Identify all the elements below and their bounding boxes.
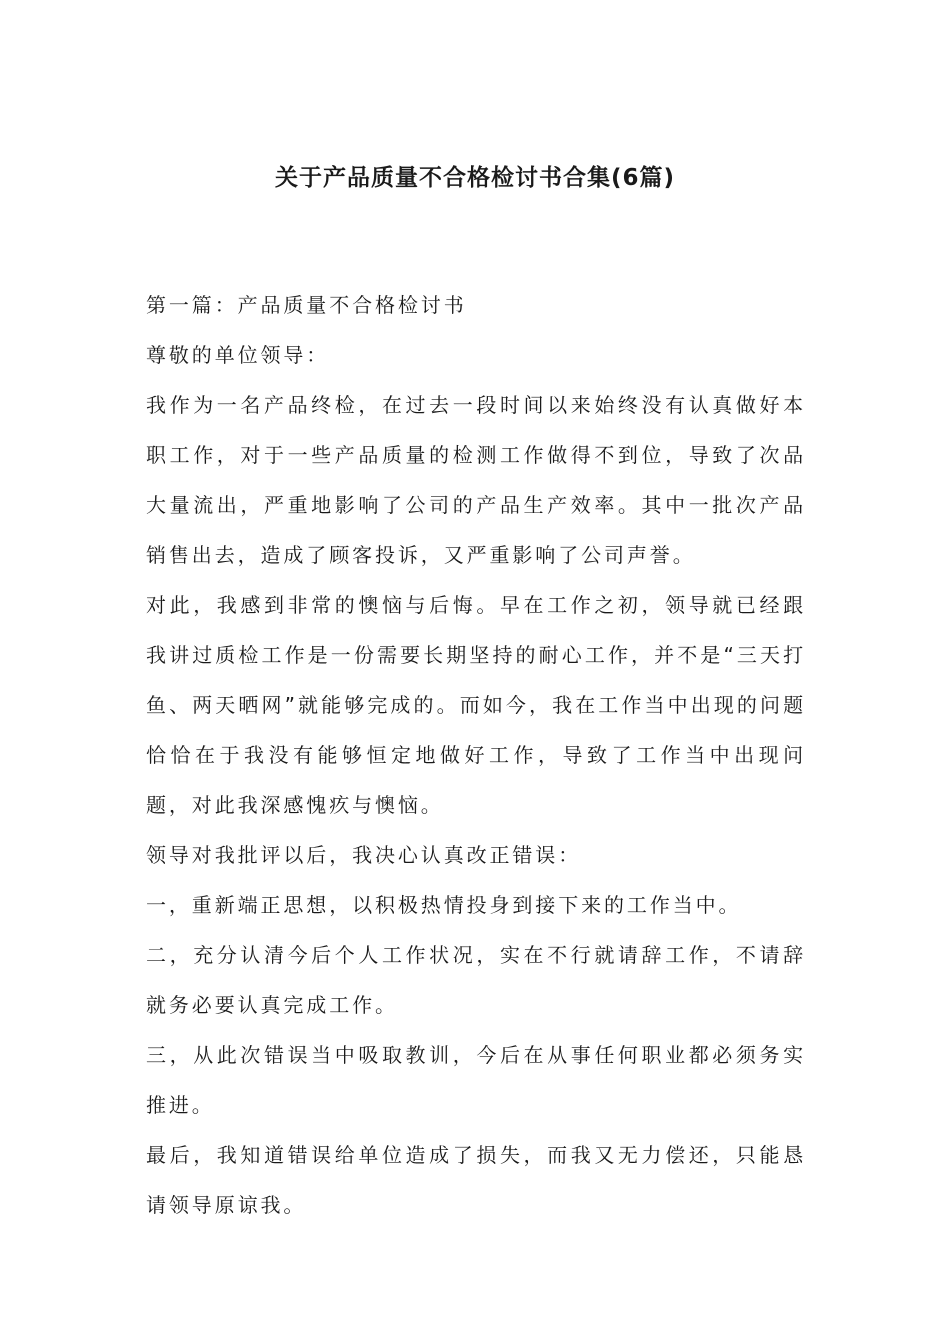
section-heading: 第一篇：产品质量不合格检讨书 [146, 293, 467, 317]
document-title: 关于产品质量不合格检讨书合集(6篇) [274, 165, 676, 191]
list-item: 一，重新端正思想，以积极热情投身到接下来的工作当中。 [146, 893, 742, 917]
list-item: 二，充分认清今后个人工作状况，实在不行就请辞工作，不请辞就务必要认真完成工作。 [146, 943, 806, 1017]
body-paragraph: 领导对我批评以后，我决心认真改正错误： [146, 843, 582, 867]
document-body [146, 280, 806, 1230]
closing-paragraph: 最后，我知道错误给单位造成了损失，而我又无力偿还，只能恳请领导原谅我。 [146, 1143, 806, 1217]
body-paragraph: 对此，我感到非常的懊恼与后悔。早在工作之初，领导就已经跟我讲过质检工作是一份需要长期坚持的耐心工作，并不是“三天打鱼、两天晒网”就能够完成的。而如今，我在工作当中出现的问题恰恰在于我没有能够恒定地做好工作，导致了工作当中出现问题，对此我深感愧疚与懊恼。 [146, 593, 806, 817]
salutation: 尊敬的单位领导： [146, 343, 330, 367]
list-item: 三，从此次错误当中吸取教训，今后在从事任何职业都必须务实推进。 [146, 1043, 806, 1117]
body-paragraph: 我作为一名产品终检，在过去一段时间以来始终没有认真做好本职工作，对于一些产品质量的检测工作做得不到位，导致了次品大量流出，严重地影响了公司的产品生产效率。其中一批次产品销售出去，造成了顾客投诉，又严重影响了公司声誉。 [146, 393, 806, 567]
